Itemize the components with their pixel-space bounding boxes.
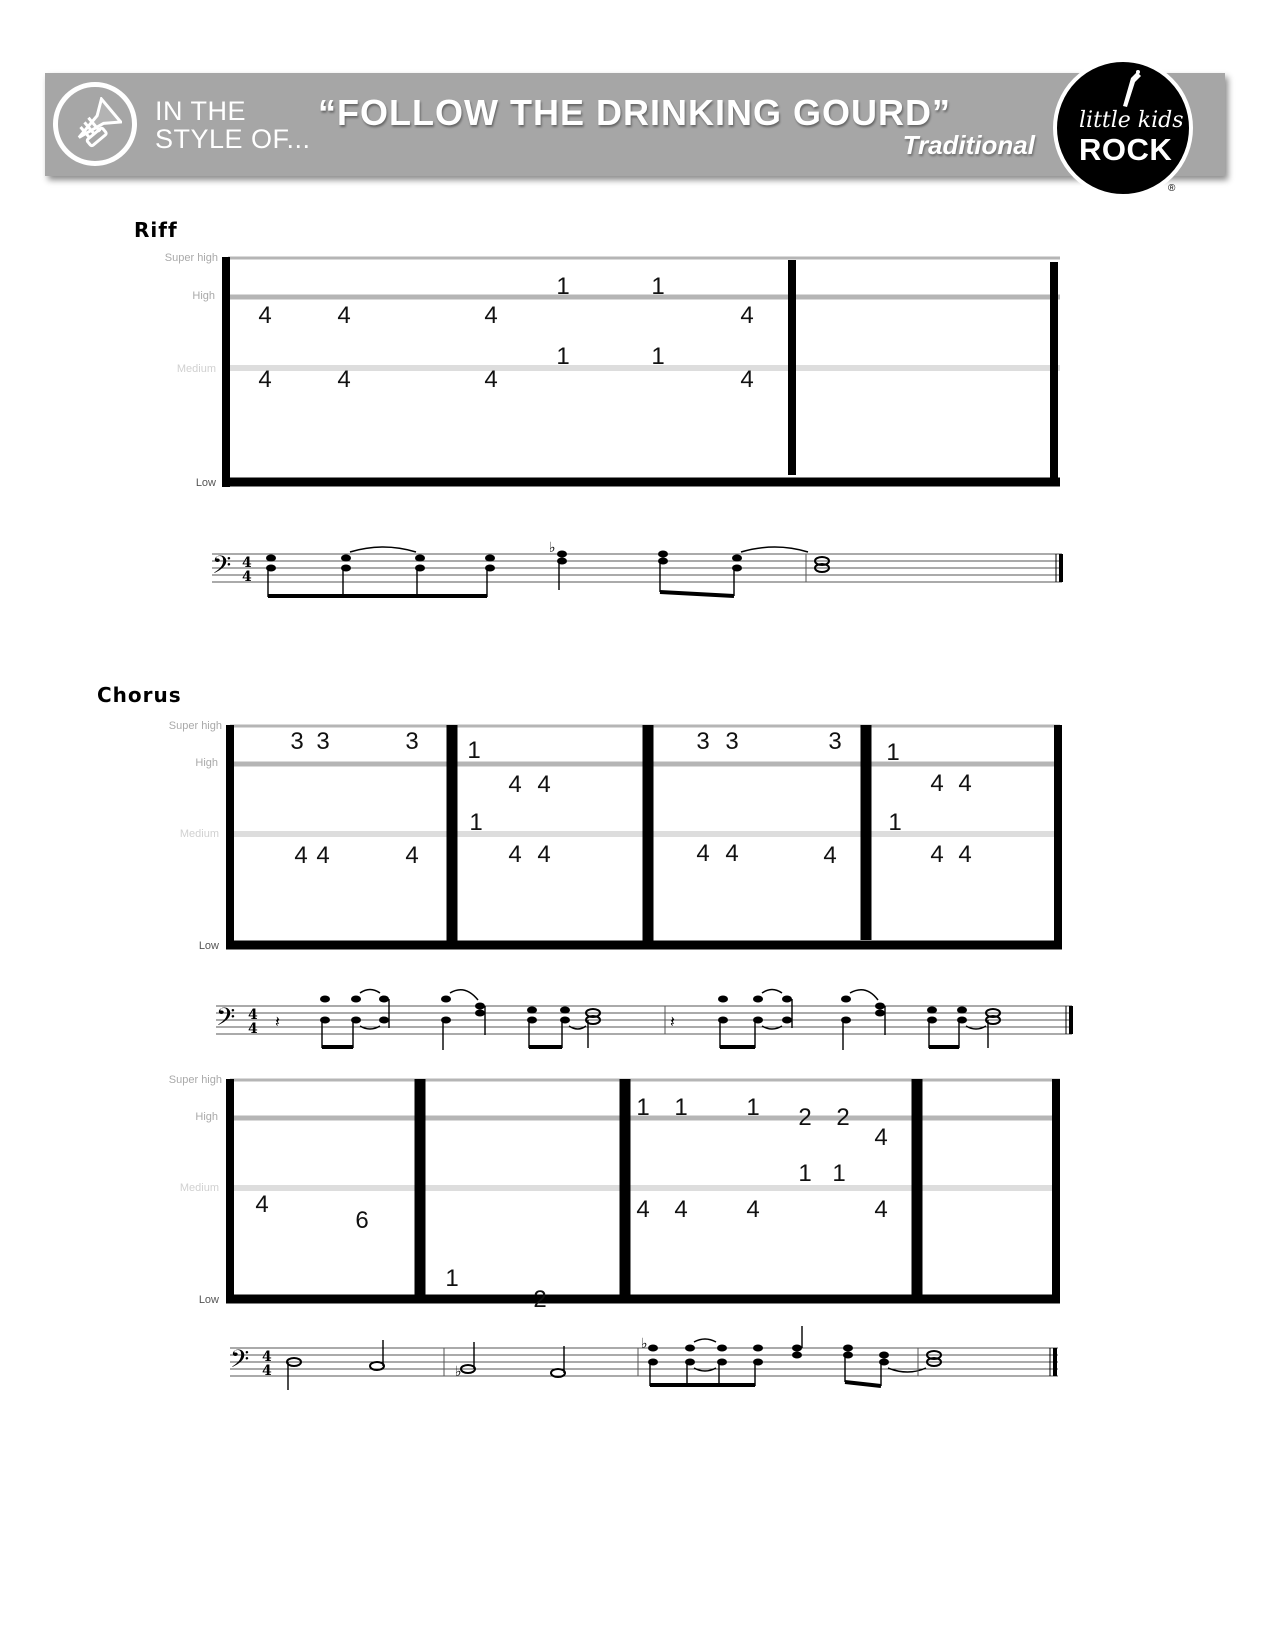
level-low: Low bbox=[198, 940, 219, 952]
tab-number: 3 bbox=[725, 728, 739, 755]
tab-number: 4 bbox=[537, 771, 551, 798]
tab-number: 1 bbox=[651, 343, 665, 370]
tab-number: 4 bbox=[405, 842, 419, 869]
level-high: High bbox=[192, 290, 215, 302]
riff-staff bbox=[0, 530, 1275, 610]
tab-number: 4 bbox=[484, 366, 498, 393]
tab-number: 4 bbox=[874, 1196, 888, 1223]
song-subtitle: Traditional bbox=[902, 130, 1035, 160]
style-of-line2: STYLE OF... bbox=[155, 124, 311, 154]
tab-number: 4 bbox=[696, 840, 710, 867]
section-label-riff: Riff bbox=[134, 218, 178, 242]
svg-text:♭: ♭ bbox=[549, 540, 556, 556]
bass-clef-icon: 𝄢 bbox=[230, 1345, 250, 1380]
level-super-high: Super high bbox=[168, 720, 222, 732]
tab-number: 1 bbox=[674, 1094, 688, 1121]
svg-text:4: 4 bbox=[242, 555, 252, 571]
tab-number: 3 bbox=[316, 728, 330, 755]
chorus-staff-2 bbox=[0, 1326, 1275, 1396]
chorus-staff-1 bbox=[0, 980, 1275, 1060]
level-low: Low bbox=[195, 477, 216, 489]
tab-number: 1 bbox=[469, 809, 483, 836]
tab-number: 6 bbox=[355, 1207, 369, 1234]
svg-text:♭: ♭ bbox=[455, 1364, 462, 1380]
registered-mark: ® bbox=[1168, 183, 1176, 194]
level-high: High bbox=[195, 1111, 218, 1123]
tab-number: 4 bbox=[746, 1196, 760, 1223]
svg-text:♭: ♭ bbox=[641, 1336, 648, 1352]
tab-number: 4 bbox=[255, 1191, 269, 1218]
level-medium: Medium bbox=[176, 363, 216, 375]
bass-clef-icon: 𝄢 bbox=[212, 551, 232, 586]
tab-number: 1 bbox=[445, 1265, 459, 1292]
svg-text:4: 4 bbox=[242, 569, 252, 585]
tab-number: 1 bbox=[556, 273, 570, 300]
svg-text:4: 4 bbox=[262, 1363, 272, 1379]
tab-number: 4 bbox=[823, 842, 837, 869]
tab-number: 1 bbox=[886, 739, 900, 766]
tab-number: 4 bbox=[958, 841, 972, 868]
tab-number: 4 bbox=[258, 366, 272, 393]
svg-text:4: 4 bbox=[248, 1021, 258, 1037]
tab-number: 4 bbox=[674, 1196, 688, 1223]
logo-line1: little kids bbox=[1079, 108, 1184, 133]
tab-number: 3 bbox=[405, 728, 419, 755]
tab-number: 4 bbox=[508, 841, 522, 868]
chorus-tab-grid-1 bbox=[0, 700, 1275, 960]
tab-number: 1 bbox=[556, 343, 570, 370]
svg-text:4: 4 bbox=[262, 1349, 272, 1365]
chorus-tab-grid-2 bbox=[0, 1070, 1275, 1313]
tab-number: 1 bbox=[636, 1094, 650, 1121]
bass-clef-icon: 𝄢 bbox=[216, 1003, 236, 1038]
tab-number: 1 bbox=[832, 1160, 846, 1187]
tab-number: 1 bbox=[888, 809, 902, 836]
svg-text:4: 4 bbox=[248, 1007, 258, 1023]
tab-number: 4 bbox=[740, 366, 754, 393]
tab-number: 4 bbox=[258, 302, 272, 329]
logo-line2: ROCK bbox=[1079, 132, 1173, 167]
tab-number: 4 bbox=[740, 302, 754, 329]
tab-number: 2 bbox=[836, 1104, 850, 1131]
style-of-line1: IN THE bbox=[155, 96, 247, 126]
level-super-high: Super high bbox=[164, 252, 218, 264]
tab-number: 4 bbox=[725, 840, 739, 867]
tab-number: 2 bbox=[533, 1286, 547, 1313]
tab-number: 4 bbox=[636, 1196, 650, 1223]
tab-number: 4 bbox=[874, 1124, 888, 1151]
tab-number: 3 bbox=[696, 728, 710, 755]
tab-number: 3 bbox=[828, 728, 842, 755]
tab-number: 4 bbox=[930, 841, 944, 868]
tab-number: 4 bbox=[930, 770, 944, 797]
quarter-rest-icon: 𝄽 bbox=[275, 1012, 280, 1031]
tab-number: 2 bbox=[798, 1104, 812, 1131]
tab-number: 4 bbox=[294, 842, 308, 869]
tab-number: 4 bbox=[484, 302, 498, 329]
section-label-chorus: Chorus bbox=[97, 683, 182, 707]
tab-number: 4 bbox=[316, 842, 330, 869]
level-low: Low bbox=[198, 1294, 219, 1306]
tab-number: 1 bbox=[467, 737, 481, 764]
tab-number: 3 bbox=[290, 728, 304, 755]
tab-number: 4 bbox=[337, 302, 351, 329]
tab-number: 1 bbox=[651, 273, 665, 300]
level-medium: Medium bbox=[179, 828, 219, 840]
tab-number: 1 bbox=[746, 1094, 760, 1121]
level-super-high: Super high bbox=[168, 1074, 222, 1086]
song-title: “FOLLOW THE DRINKING GOURD” bbox=[318, 92, 951, 133]
quarter-rest-icon: 𝄽 bbox=[670, 1012, 675, 1031]
level-high: High bbox=[195, 757, 218, 769]
tab-number: 4 bbox=[958, 770, 972, 797]
tab-number: 1 bbox=[798, 1160, 812, 1187]
tab-number: 4 bbox=[537, 841, 551, 868]
tab-number: 4 bbox=[337, 366, 351, 393]
riff-tab-grid bbox=[0, 0, 1275, 520]
level-medium: Medium bbox=[179, 1182, 219, 1194]
tab-number: 4 bbox=[508, 771, 522, 798]
